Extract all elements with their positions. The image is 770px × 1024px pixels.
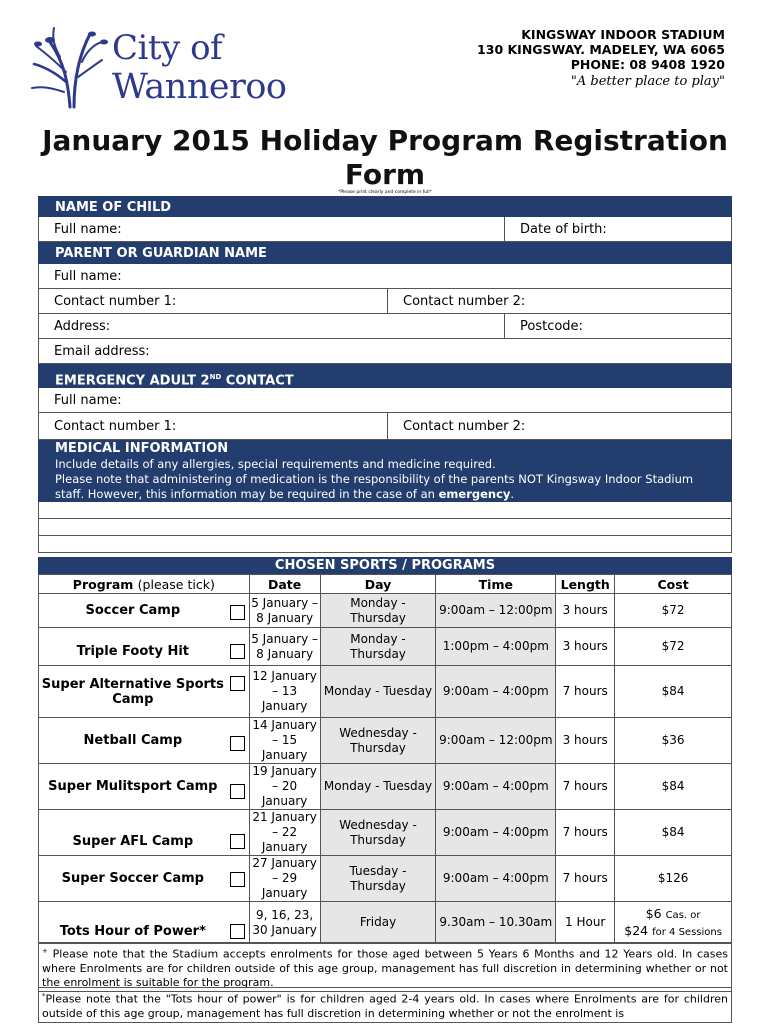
tick-checkbox[interactable] [230, 605, 245, 620]
col-date: Date [249, 575, 320, 594]
program-length: 7 hours [556, 856, 615, 902]
parent-contact2-label: Contact number 2: [403, 293, 526, 309]
programs-table [38, 574, 732, 944]
program-length: 7 hours [556, 764, 615, 810]
program-day: Wednesday - Thursday [320, 718, 436, 764]
medical-line-field-3[interactable] [38, 536, 732, 553]
tots-footnote-text: Please note that the "Tots hour of power" is for children aged 2-4 years old. In cases where Enrolments are for children outside of this age group, management has full discretion in determining whether or not the enrolment is [42, 992, 728, 1020]
program-time: 9:00am – 12:00pm [436, 594, 556, 628]
program-name [39, 594, 250, 628]
parent-email-field[interactable] [39, 339, 731, 363]
medical-line-2-end: . [510, 487, 515, 501]
medical-line-field-1[interactable] [38, 502, 732, 519]
parent-address-label: Address: [54, 318, 111, 334]
emergency-header-sup: ND [209, 373, 222, 381]
program-cost: $72 [615, 628, 732, 666]
program-time: 9:00am – 4:00pm [436, 856, 556, 902]
parent-postcode-field[interactable] [504, 314, 731, 338]
tick-checkbox[interactable] [230, 676, 245, 691]
emergency-contact2-label: Contact number 2: [403, 418, 526, 434]
program-length: 1 Hour [556, 902, 615, 944]
program-length: 3 hours [556, 628, 615, 666]
parent-full-name-field[interactable] [39, 264, 731, 288]
child-full-name-field[interactable] [39, 217, 504, 241]
medical-line-2-text: Please note that administering of medication is the responsibility of the parents NOT Kingsway Indoor Stadium staff. However, this information may be required in the case of an [55, 472, 694, 501]
tick-checkbox[interactable] [230, 644, 245, 659]
venue-address: 130 KINGSWAY. MADELEY, WA 6065 [477, 42, 725, 57]
cost-casual-note: Cas. or [665, 909, 701, 921]
child-section-header: NAME OF CHILD [38, 196, 732, 217]
parent-email-label: Email address: [54, 343, 150, 359]
table-row [39, 666, 732, 718]
parent-contact-row [38, 289, 732, 314]
program-name [39, 628, 250, 666]
medical-line-1: Include details of any allergies, special requirements and medicine required. [55, 457, 496, 471]
col-length: Length [556, 575, 615, 594]
parent-full-name-label: Full name: [54, 268, 122, 284]
tick-checkbox[interactable] [230, 872, 245, 887]
tick-checkbox[interactable] [230, 924, 245, 939]
program-length: 7 hours [556, 666, 615, 718]
tick-checkbox[interactable] [230, 834, 245, 849]
program-date: 12 January – 13 January [249, 666, 320, 718]
city-of-wanneroo-logo [30, 22, 320, 112]
logo-line-1: City of [112, 28, 223, 68]
print-note: *Please print clearly and complete in full* [338, 190, 432, 195]
age-footnote: + Please note that the Stadium accepts enrolments for those aged between 5 Years 6 Months and 12 Years old. In cases where Enrolments are for children outside of this age group, management has full discretion in determining whether or not the enrolment is suitable for the program. [38, 942, 732, 992]
emergency-contact1-field[interactable] [39, 413, 387, 439]
program-day: Monday - Thursday [320, 594, 436, 628]
program-name-text: Super AFL Camp [72, 834, 194, 849]
parent-section-header: PARENT OR GUARDIAN NAME [38, 242, 732, 264]
program-day: Monday - Thursday [320, 628, 436, 666]
page-title: January 2015 Holiday Program Registration Form [42, 124, 728, 191]
child-row [38, 217, 732, 242]
tick-checkbox[interactable] [230, 784, 245, 799]
program-length: 3 hours [556, 718, 615, 764]
medical-line-2 [55, 472, 715, 502]
tick-checkbox[interactable] [230, 736, 245, 751]
program-name-text: Netball Camp [83, 733, 183, 748]
program-name [39, 666, 250, 718]
program-date: 19 January – 20 January [249, 764, 320, 810]
child-full-name-label: Full name: [54, 221, 122, 237]
program-time: 9:00am – 4:00pm [436, 666, 556, 718]
parent-contact1-field[interactable] [39, 289, 387, 313]
logo-line-2: Wanneroo [112, 67, 287, 107]
program-day: Tuesday - Thursday [320, 856, 436, 902]
col-program-label: Program [72, 576, 134, 592]
program-date: 21 January – 22 January [249, 810, 320, 856]
parent-email-row [38, 339, 732, 364]
col-day: Day [320, 575, 436, 594]
emergency-contact1-label: Contact number 1: [54, 418, 177, 434]
program-date: 9, 16, 23, 30 January [249, 902, 320, 944]
col-time: Time [436, 575, 556, 594]
venue-phone: PHONE: 08 9408 1920 [570, 57, 725, 72]
medical-line-field-2[interactable] [38, 519, 732, 536]
medical-info-block [38, 440, 732, 502]
program-cost: $84 [615, 810, 732, 856]
table-row [39, 810, 732, 856]
parent-contact2-field[interactable] [387, 289, 731, 313]
medical-header: MEDICAL INFORMATION [55, 441, 229, 456]
program-cost: $126 [615, 856, 732, 902]
program-name-text: Super Mulitsport Camp [48, 779, 218, 794]
program-length: 7 hours [556, 810, 615, 856]
medical-emergency-word: emergency [438, 487, 511, 501]
emergency-full-name-label: Full name: [54, 392, 122, 408]
program-cost: $36 [615, 718, 732, 764]
program-time: 1:00pm – 4:00pm [436, 628, 556, 666]
program-cost: $84 [615, 764, 732, 810]
registration-form [38, 196, 732, 553]
program-day: Monday - Tuesday [320, 764, 436, 810]
program-name-text: Super Soccer Camp [61, 871, 204, 886]
emergency-name-row [38, 388, 732, 413]
emergency-contact-row [38, 413, 732, 440]
table-row [39, 718, 732, 764]
parent-name-row [38, 264, 732, 289]
child-dob-label: Date of birth: [520, 221, 607, 237]
program-name [39, 764, 250, 810]
program-cost [615, 902, 732, 944]
program-date: 27 January – 29 January [249, 856, 320, 902]
parent-postcode-label: Postcode: [520, 318, 583, 334]
cost-session-note: for 4 Sessions [652, 926, 722, 938]
program-date: 5 January – 8 January [249, 594, 320, 628]
program-day: Wednesday - Thursday [320, 810, 436, 856]
wattle-leaf-icon [30, 22, 110, 112]
program-name-text: Super Alternative Sports Camp [41, 676, 224, 707]
program-name [39, 718, 250, 764]
child-dob-field[interactable] [504, 217, 731, 241]
col-program-note: (please tick) [137, 576, 215, 592]
program-name-text: Triple Footy Hit [76, 644, 190, 659]
program-time: 9.30am – 10.30am [436, 902, 556, 944]
program-name [39, 856, 250, 902]
parent-address-row [38, 314, 732, 339]
table-row [39, 628, 732, 666]
programs-header-row [39, 575, 732, 594]
tots-footnote: *Please note that the "Tots hour of power" is for children aged 2-4 years old. In cases where Enrolments are for children outside of this age group, management has full discretion in determining whether or not the enrolment is [38, 987, 732, 1023]
age-footnote-text: Please note that the Stadium accepts enrolments for those aged between 5 Years 6 Months and 12 Years old. In cases where Enrolments are for children outside of this age group, management has full discretion in determining whether or not the enrolment is suitable for the program. [42, 947, 728, 989]
program-length: 3 hours [556, 594, 615, 628]
program-day: Monday - Tuesday [320, 666, 436, 718]
venue-tagline: "A better place to play" [570, 74, 725, 89]
emergency-header-text: EMERGENCY ADULT 2 [55, 373, 210, 389]
program-time: 9:00am – 12:00pm [436, 718, 556, 764]
program-cost: $84 [615, 666, 732, 718]
program-day: Friday [320, 902, 436, 944]
col-program [39, 575, 250, 594]
table-row [39, 764, 732, 810]
program-name [39, 902, 250, 944]
table-row [39, 902, 732, 944]
programs-header: CHOSEN SPORTS / PROGRAMS [38, 557, 732, 574]
emergency-section-header [38, 364, 732, 388]
program-name [39, 810, 250, 856]
program-date: 5 January – 8 January [249, 628, 320, 666]
program-name-text: Tots Hour of Power* [59, 924, 206, 939]
parent-address-field[interactable] [39, 314, 504, 338]
emergency-header-suffix: CONTACT [221, 373, 294, 389]
cost-session: $24 [624, 922, 649, 938]
col-cost: Cost [615, 575, 732, 594]
venue-details [477, 27, 725, 92]
program-cost: $72 [615, 594, 732, 628]
program-time: 9:00am – 4:00pm [436, 810, 556, 856]
program-date: 14 January – 15 January [249, 718, 320, 764]
emergency-full-name-field[interactable] [39, 388, 731, 412]
program-name-text: Soccer Camp [85, 603, 181, 618]
table-row [39, 856, 732, 902]
parent-contact1-label: Contact number 1: [54, 293, 177, 309]
cost-casual: $6 [645, 905, 662, 921]
venue-name: KINGSWAY INDOOR STADIUM [521, 27, 725, 42]
program-time: 9:00am – 4:00pm [436, 764, 556, 810]
emergency-contact2-field[interactable] [387, 413, 731, 439]
table-row [39, 594, 732, 628]
